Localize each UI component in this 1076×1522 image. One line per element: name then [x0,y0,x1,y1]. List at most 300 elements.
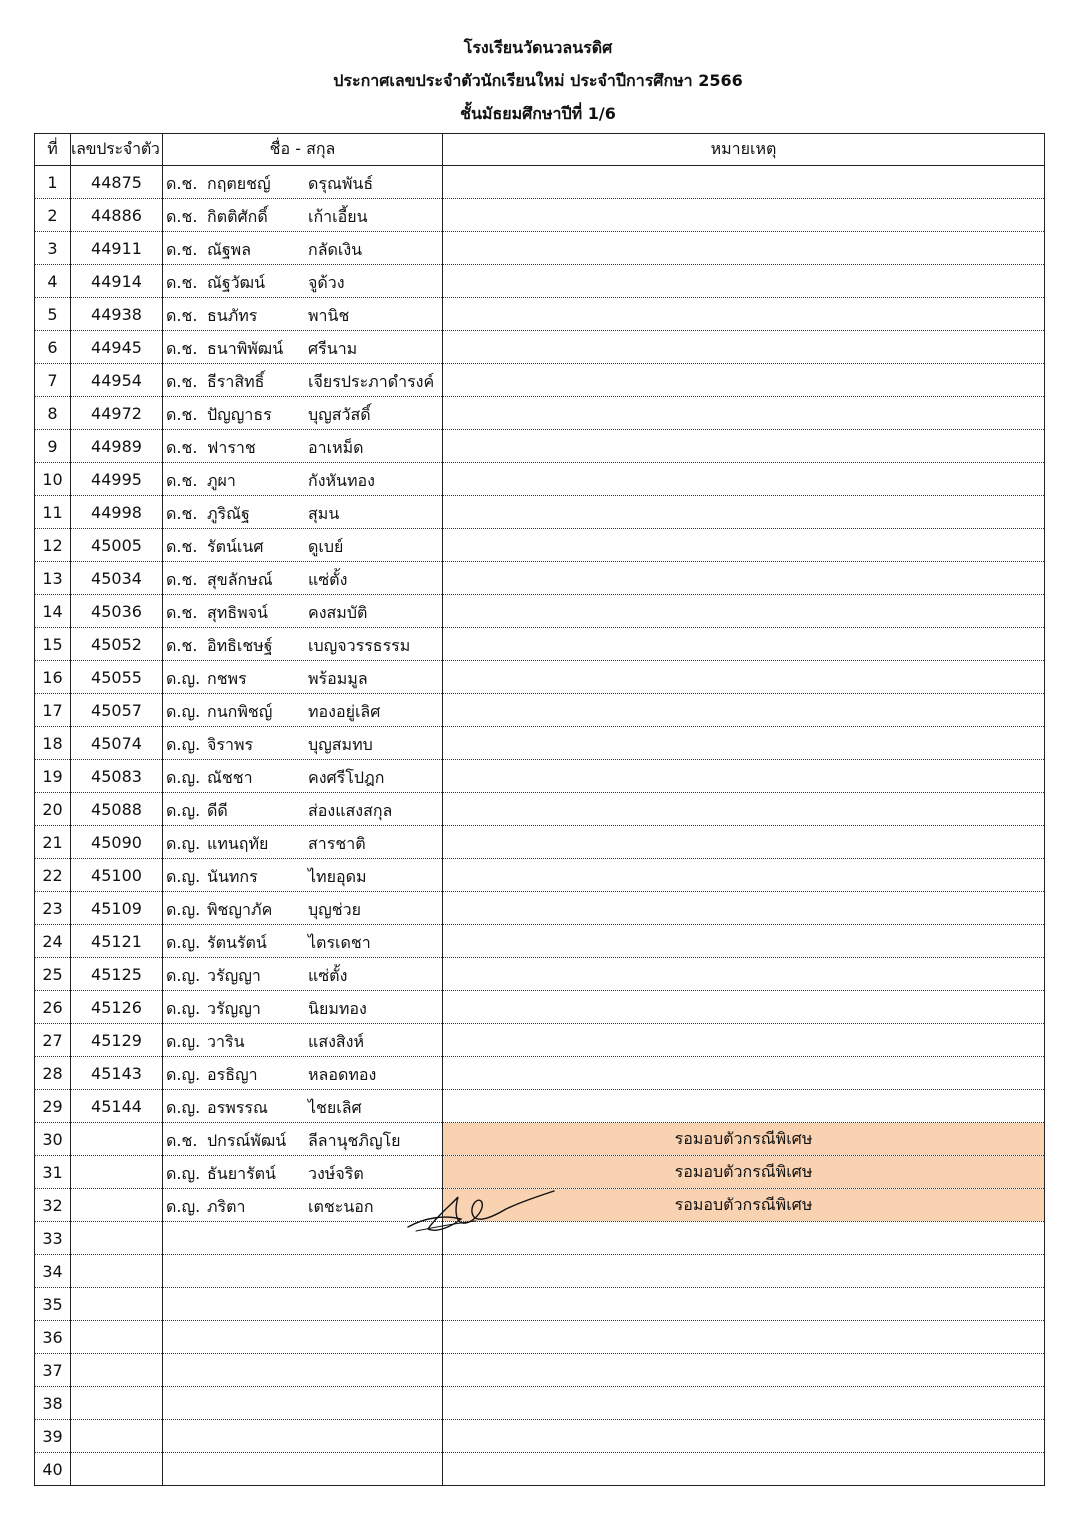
name-prefix: ด.ญ. [166,1164,201,1183]
name-last: บุญสมทบ [308,735,373,754]
table-row [35,727,1045,760]
row-number: 34 [35,1255,71,1288]
remark [443,364,1045,397]
name-last: ศรีนาม [308,339,358,358]
student-id: 45125 [71,958,163,991]
row-number: 32 [35,1189,71,1222]
student-id: 44998 [71,496,163,529]
name-last: กังหันทอง [308,471,375,490]
header-note: หมายเหตุ [443,134,1045,166]
student-name [163,1189,443,1222]
student-id: 44989 [71,430,163,463]
student-name [163,1288,443,1321]
student-id: 45100 [71,859,163,892]
student-name [163,1420,443,1453]
student-name [163,628,443,661]
name-first: อิทธิเชษฐ์ [207,636,273,655]
student-id: 45129 [71,1024,163,1057]
name-first: ปัญญาธร [207,405,272,424]
remark [443,1387,1045,1420]
name-first: วาริน [207,1032,245,1051]
name-last: ลีลานุชภิญโย [308,1131,401,1150]
remark [443,661,1045,694]
student-name [163,1057,443,1090]
name-last: นิยมทอง [308,999,367,1018]
table-row [35,1024,1045,1057]
remark [443,298,1045,331]
name-prefix: ด.ญ. [166,1197,201,1216]
remark [443,496,1045,529]
remark [443,529,1045,562]
row-number: 4 [35,265,71,298]
name-first: ฟาราช [207,438,256,457]
student-id: 45034 [71,562,163,595]
student-name [163,430,443,463]
announcement-title: ประกาศเลขประจำตัวนักเรียนใหม่ ประจำปีการศึกษา 2566 [333,71,743,90]
student-name [163,298,443,331]
remark [443,958,1045,991]
student-name [163,1354,443,1387]
name-first: ภูผา [207,471,236,490]
student-id: 45083 [71,760,163,793]
remark: รอมอบตัวกรณีพิเศษ [443,1123,1045,1156]
name-prefix: ด.ช. [166,1131,198,1150]
name-last: จูด้วง [308,273,345,292]
remark [443,1453,1045,1486]
row-number: 1 [35,166,71,199]
name-last: ส่องแสงสกุล [308,801,393,820]
table-header [35,134,1045,166]
name-first: วรัญญา [207,999,261,1018]
student-id: 45057 [71,694,163,727]
table-row [35,1090,1045,1123]
remark [443,628,1045,661]
name-prefix: ด.ญ. [166,1098,201,1117]
name-first: นันทกร [207,867,258,886]
table-row [35,661,1045,694]
student-id [71,1123,163,1156]
remark [443,1255,1045,1288]
remark [443,397,1045,430]
name-prefix: ด.ญ. [166,1065,201,1084]
row-number: 14 [35,595,71,628]
student-id: 45121 [71,925,163,958]
student-id: 45055 [71,661,163,694]
row-number: 33 [35,1222,71,1255]
remark [443,1420,1045,1453]
name-first: ณัฐวัฒน์ [207,273,266,292]
name-first: วรัญญา [207,966,261,985]
row-number: 13 [35,562,71,595]
name-prefix: ด.ญ. [166,834,201,853]
table-row [35,166,1045,199]
student-name [163,331,443,364]
name-last: ไชยเลิศ [308,1098,362,1117]
name-last: สุมน [308,504,340,523]
name-last: เก้าเอี้ยน [308,207,368,226]
table-row [35,1156,1045,1189]
remark [443,166,1045,199]
student-name [163,925,443,958]
student-id: 44938 [71,298,163,331]
row-number: 5 [35,298,71,331]
signature [406,1187,556,1237]
name-first: อรธิญา [207,1065,258,1084]
student-name [163,661,443,694]
name-last: คงศรีโปฎก [308,768,385,787]
name-last: พานิช [308,306,350,325]
remark [443,199,1045,232]
name-prefix: ด.ญ. [166,867,201,886]
row-number: 25 [35,958,71,991]
name-prefix: ด.ช. [166,636,198,655]
student-name [163,364,443,397]
row-number: 27 [35,1024,71,1057]
name-last: หลอดทอง [308,1065,377,1084]
row-number: 28 [35,1057,71,1090]
name-prefix: ด.ญ. [166,999,201,1018]
table-row [35,760,1045,793]
name-first: สุทธิพจน์ [207,603,268,622]
name-last: สารชาติ [308,834,366,853]
row-number: 2 [35,199,71,232]
row-number: 23 [35,892,71,925]
student-id [71,1255,163,1288]
row-number: 12 [35,529,71,562]
name-last: คงสมบัติ [308,603,368,622]
row-number: 24 [35,925,71,958]
name-prefix: ด.ช. [166,537,198,556]
name-last: บุญช่วย [308,900,362,919]
grade-level: ชั้นมัธยมศึกษาปีที่ 1/6 [460,104,616,123]
row-number: 37 [35,1354,71,1387]
remark [443,562,1045,595]
student-id: 45088 [71,793,163,826]
name-first: รัตน์เนศ [207,537,264,556]
school-name: โรงเรียนวัดนวลนรดิศ [463,38,613,57]
table-row [35,892,1045,925]
header-row [35,134,1045,166]
header-no: ที่ [35,134,71,166]
student-name [163,892,443,925]
row-number: 11 [35,496,71,529]
name-first: สุขลักษณ์ [207,570,273,589]
name-prefix: ด.ช. [166,174,198,193]
student-name [163,1321,443,1354]
name-first: ภริตา [207,1197,246,1216]
student-name [163,1156,443,1189]
name-first: ดีดี [207,801,228,820]
table-row [35,430,1045,463]
student-name [163,265,443,298]
name-prefix: ด.ช. [166,372,198,391]
remark [443,463,1045,496]
student-id [71,1321,163,1354]
student-name [163,826,443,859]
row-number: 35 [35,1288,71,1321]
name-last: เตชะนอก [308,1197,374,1216]
student-id [71,1189,163,1222]
name-first: ณัฐพล [207,240,252,259]
student-id [71,1354,163,1387]
table-row [35,397,1045,430]
row-number: 36 [35,1321,71,1354]
table-row [35,694,1045,727]
name-prefix: ด.ช. [166,339,198,358]
student-id: 44995 [71,463,163,496]
table-row [35,925,1045,958]
name-last: ไตรเดชา [308,933,371,952]
student-name [163,397,443,430]
student-id [71,1387,163,1420]
row-number: 16 [35,661,71,694]
name-prefix: ด.ช. [166,240,198,259]
name-prefix: ด.ช. [166,471,198,490]
name-prefix: ด.ช. [166,207,198,226]
student-id: 45005 [71,529,163,562]
table-body [35,166,1045,1486]
student-id: 45090 [71,826,163,859]
student-id: 45074 [71,727,163,760]
name-prefix: ด.ญ. [166,966,201,985]
table-row [35,958,1045,991]
name-last: ทองอยู่เลิศ [308,702,381,721]
name-prefix: ด.ญ. [166,702,201,721]
name-prefix: ด.ช. [166,306,198,325]
table-row [35,496,1045,529]
row-number: 21 [35,826,71,859]
name-prefix: ด.ช. [166,405,198,424]
row-number: 31 [35,1156,71,1189]
row-number: 17 [35,694,71,727]
table-row [35,1321,1045,1354]
table-row [35,463,1045,496]
student-name [163,1090,443,1123]
student-id [71,1420,163,1453]
student-id: 44875 [71,166,163,199]
row-number: 30 [35,1123,71,1156]
row-number: 40 [35,1453,71,1486]
name-prefix: ด.ญ. [166,669,201,688]
remark [443,1321,1045,1354]
name-first: อรพรรณ [207,1098,268,1117]
remark [443,892,1045,925]
row-number: 6 [35,331,71,364]
table-row [35,298,1045,331]
student-name [163,1024,443,1057]
header-student-id: เลขประจำตัว [71,134,163,166]
student-name [163,727,443,760]
remark [443,430,1045,463]
table-row [35,562,1045,595]
row-number: 38 [35,1387,71,1420]
name-last: พร้อมมูล [308,669,368,688]
row-number: 18 [35,727,71,760]
remark: รอมอบตัวกรณีพิเศษ [443,1156,1045,1189]
table-row [35,529,1045,562]
name-first: ปกรณ์พัฒน์ [207,1131,287,1150]
name-first: ภูริณัฐ [207,504,250,523]
row-number: 20 [35,793,71,826]
remark [443,925,1045,958]
remark [443,859,1045,892]
student-id [71,1156,163,1189]
student-name [163,991,443,1024]
remark [443,1057,1045,1090]
name-last: แซ่ตั้ง [308,966,348,985]
remark [443,1090,1045,1123]
student-id: 45036 [71,595,163,628]
table-row [35,364,1045,397]
student-id: 44886 [71,199,163,232]
name-prefix: ด.ญ. [166,801,201,820]
table-row [35,991,1045,1024]
table-row [35,1420,1045,1453]
name-prefix: ด.ญ. [166,1032,201,1051]
row-number: 3 [35,232,71,265]
student-id: 45143 [71,1057,163,1090]
row-number: 8 [35,397,71,430]
row-number: 22 [35,859,71,892]
student-id: 44954 [71,364,163,397]
table-row [35,232,1045,265]
student-id: 45144 [71,1090,163,1123]
student-id: 44945 [71,331,163,364]
table-row [35,1057,1045,1090]
remark [443,265,1045,298]
student-name [163,859,443,892]
table-row [35,1255,1045,1288]
name-first: ธันยารัตน์ [207,1164,276,1183]
student-id: 44914 [71,265,163,298]
table-row [35,1354,1045,1387]
remark [443,232,1045,265]
table-row [35,826,1045,859]
name-last: เจียรประภาดำรงค์ [308,372,435,391]
table-row [35,1387,1045,1420]
name-prefix: ด.ญ. [166,900,201,919]
table-row [35,859,1045,892]
remark [443,694,1045,727]
student-id: 44911 [71,232,163,265]
remark [443,793,1045,826]
student-name [163,1222,443,1255]
student-id [71,1453,163,1486]
name-last: กลัดเงิน [308,240,363,259]
remark [443,826,1045,859]
name-first: ธนาพิพัฒน์ [207,339,284,358]
row-number: 10 [35,463,71,496]
table-row [35,793,1045,826]
student-name [163,496,443,529]
name-first: พิชญาภัค [207,900,273,919]
row-number: 9 [35,430,71,463]
student-id: 45126 [71,991,163,1024]
name-prefix: ด.ช. [166,603,198,622]
row-number: 29 [35,1090,71,1123]
name-last: แซ่ตั้ง [308,570,348,589]
name-first: กฤตยชญ์ [207,174,271,193]
name-last: ดูเบย์ [308,537,344,556]
row-number: 26 [35,991,71,1024]
name-last: ไทยอุดม [308,867,367,886]
student-id [71,1222,163,1255]
student-id: 45109 [71,892,163,925]
student-name [163,958,443,991]
table-row [35,1123,1045,1156]
table-row [35,199,1045,232]
student-name [163,463,443,496]
remark [443,1354,1045,1387]
name-first: กิตติศักดิ์ [207,207,268,226]
name-prefix: ด.ช. [166,504,198,523]
student-name [163,1255,443,1288]
student-name [163,1387,443,1420]
name-prefix: ด.ญ. [166,933,201,952]
row-number: 7 [35,364,71,397]
name-first: จิราพร [207,735,254,754]
row-number: 15 [35,628,71,661]
student-name [163,694,443,727]
name-prefix: ด.ช. [166,273,198,292]
remark: รอมอบตัวกรณีพิเศษ [443,1189,1045,1222]
name-prefix: ด.ญ. [166,735,201,754]
student-name [163,232,443,265]
name-first: แทนฤทัย [207,834,269,853]
name-first: กชพร [207,669,247,688]
remark [443,727,1045,760]
name-prefix: ด.ช. [166,570,198,589]
student-name [163,166,443,199]
name-first: รัตนรัตน์ [207,933,267,952]
remark [443,991,1045,1024]
student-id: 45052 [71,628,163,661]
remark [443,760,1045,793]
table-row [35,331,1045,364]
remark [443,595,1045,628]
row-number: 39 [35,1420,71,1453]
student-name [163,529,443,562]
name-prefix: ด.ช. [166,438,198,457]
name-first: กนกพิชญ์ [207,702,273,721]
student-name [163,562,443,595]
remark [443,1024,1045,1057]
student-id [71,1288,163,1321]
student-name [163,760,443,793]
table-row [35,265,1045,298]
name-last: ดรุณพันธ์ [308,174,374,193]
name-last: เบญจวรรธรรม [308,636,411,655]
name-first: ณัชชา [207,768,253,787]
student-name [163,595,443,628]
student-name [163,1453,443,1486]
name-first: ธนภัทร [207,306,258,325]
table-row [35,628,1045,661]
table-row [35,1453,1045,1486]
student-roster-table [34,133,1045,1486]
name-last: แสงสิงห์ [308,1032,365,1051]
name-last: บุญสวัสดิ์ [308,405,371,424]
name-last: วงษ์จริต [308,1164,364,1183]
row-number: 19 [35,760,71,793]
table-row [35,1288,1045,1321]
remark [443,331,1045,364]
name-last: อาเหม็ด [308,438,364,457]
remark [443,1288,1045,1321]
student-name [163,793,443,826]
name-prefix: ด.ญ. [166,768,201,787]
student-name [163,199,443,232]
